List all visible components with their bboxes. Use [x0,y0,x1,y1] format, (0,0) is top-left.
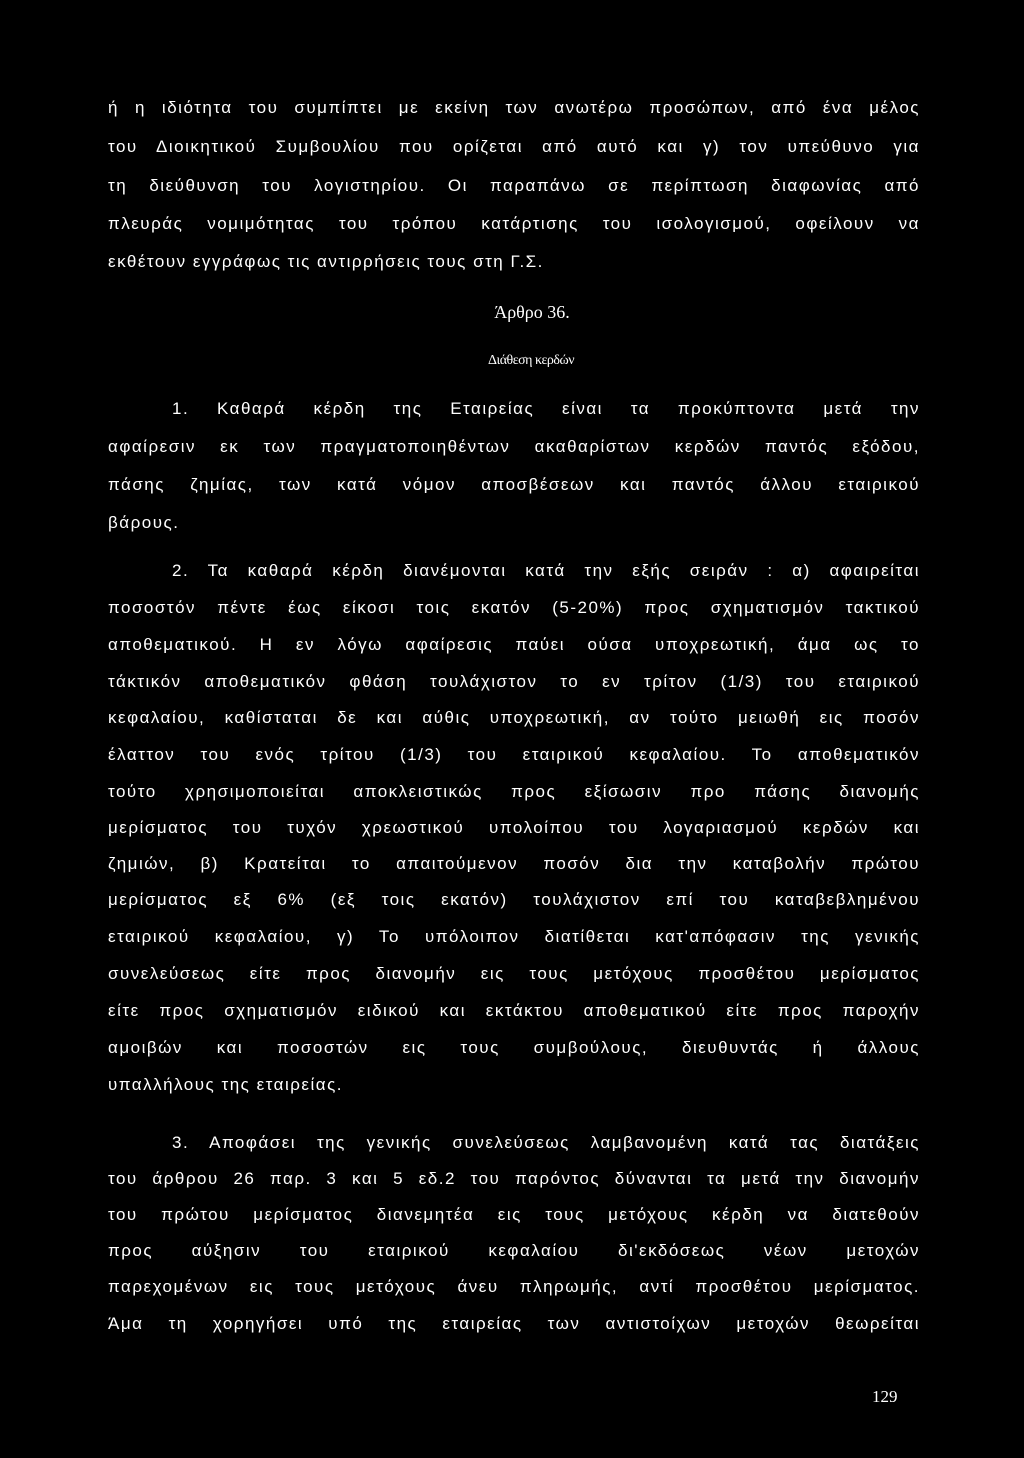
text-line: παρεχομένων εις τους μετόχους άνευ πληρωμής, αντί προσθέτου μερίσματος. [108,1277,920,1296]
text-line: εκθέτουν εγγράφως τις αντιρρήσεις τους στη Γ.Σ. [108,252,544,271]
text-line: είτε προς σχηματισμόν ειδικού και εκτάκτου αποθεματικού είτε προς παροχήν [108,1001,920,1020]
text-line: πάσης ζημίας, των κατά νόμον αποσβέσεων και παντός άλλου εταιρικού [108,475,920,494]
text-line: μερίσματος εξ 6% (εξ τοις εκατόν) τουλάχιστον επί του καταβεβλημένου [108,890,920,909]
text-line: μερίσματος του τυχόν χρεωστικού υπολοίπου του λογαριασμού κερδών και [108,818,920,837]
text-line: του άρθρου 26 παρ. 3 και 5 εδ.2 του παρόντος δύνανται τα μετά την διανομήν [108,1169,920,1188]
text-line: 1. Καθαρά κέρδη της Εταιρείας είναι τα προκύπτοντα μετά την [172,399,920,418]
text-line: αφαίρεσιν εκ των πραγματοποιηθέντων ακαθαρίστων κερδών παντός εξόδου, [108,437,920,456]
article-number: Άρθρο 36. [494,302,570,322]
text-line: ή η ιδιότητα του συμπίπτει με εκείνη των ανωτέρω προσώπων, από ένα μέλος [108,98,920,117]
text-line: συνελεύσεως είτε προς διανομήν εις τους μετόχους προσθέτου μερίσματος [108,964,920,983]
article-title: Διάθεση κερδών [487,353,575,368]
text-line: ποσοστόν πέντε έως είκοσι τοις εκατόν (5-20%) προς σχηματισμόν τακτικού [108,598,920,617]
text-line: του Διοικητικού Συμβουλίου που ορίζεται από αυτό και γ) τον υπεύθυνο για [108,137,920,156]
text-line: αμοιβών και ποσοστών εις τους συμβούλους, διευθυντάς ή άλλους [108,1038,920,1057]
text-line: 3. Αποφάσει της γενικής συνελεύσεως λαμβανομένη κατά τας διατάξεις [172,1133,920,1152]
text-line: πλευράς νομιμότητας του τρόπου κατάρτισης του ισολογισμού, οφείλουν να [108,214,920,233]
text-line: Άμα τη χορηγήσει υπό της εταιρείας των αντιστοίχων μετοχών θεωρείται [108,1314,920,1333]
text-line: βάρους. [108,513,180,532]
text-line: του πρώτου μερίσματος διανεμητέα εις τους μετόχους κέρδη να διατεθούν [108,1205,920,1224]
text-line: έλαττον του ενός τρίτου (1/3) του εταιρικού κεφαλαίου. Το αποθεματικόν [108,745,920,764]
text-line: τάκτικόν αποθεματικόν φθάση τουλάχιστον το εν τρίτον (1/3) του εταιρικού [108,672,920,691]
text-line: τη διεύθυνση του λογιστηρίου. Οι παραπάνω σε περίπτωση διαφωνίας από [108,176,920,195]
text-line: 2. Τα καθαρά κέρδη διανέμονται κατά την εξής σειράν : α) αφαιρείται [172,561,920,580]
text-line: προς αύξησιν του εταιρικού κεφαλαίου δι'εκδόσεως νέων μετοχών [108,1241,920,1260]
text-line: ζημιών, β) Κρατείται το απαιτούμενον ποσόν δια την καταβολήν πρώτου [108,854,920,873]
page-number: 129 [872,1387,898,1406]
text-line: αποθεματικού. Η εν λόγω αφαίρεσις παύει ούσα υποχρεωτική, άμα ως το [108,635,920,654]
text-line: κεφαλαίου, καθίσταται δε και αύθις υποχρεωτική, αν τούτο μειωθή εις ποσόν [108,708,920,727]
text-line: τούτο χρησιμοποιείται αποκλειστικώς προς εξίσωσιν προ πάσης διανομής [108,782,920,801]
text-line: εταιρικού κεφαλαίου, γ) Το υπόλοιπον διατίθεται κατ'απόφασιν της γενικής [108,927,920,946]
text-line: υπαλλήλους της εταιρείας. [108,1075,343,1094]
